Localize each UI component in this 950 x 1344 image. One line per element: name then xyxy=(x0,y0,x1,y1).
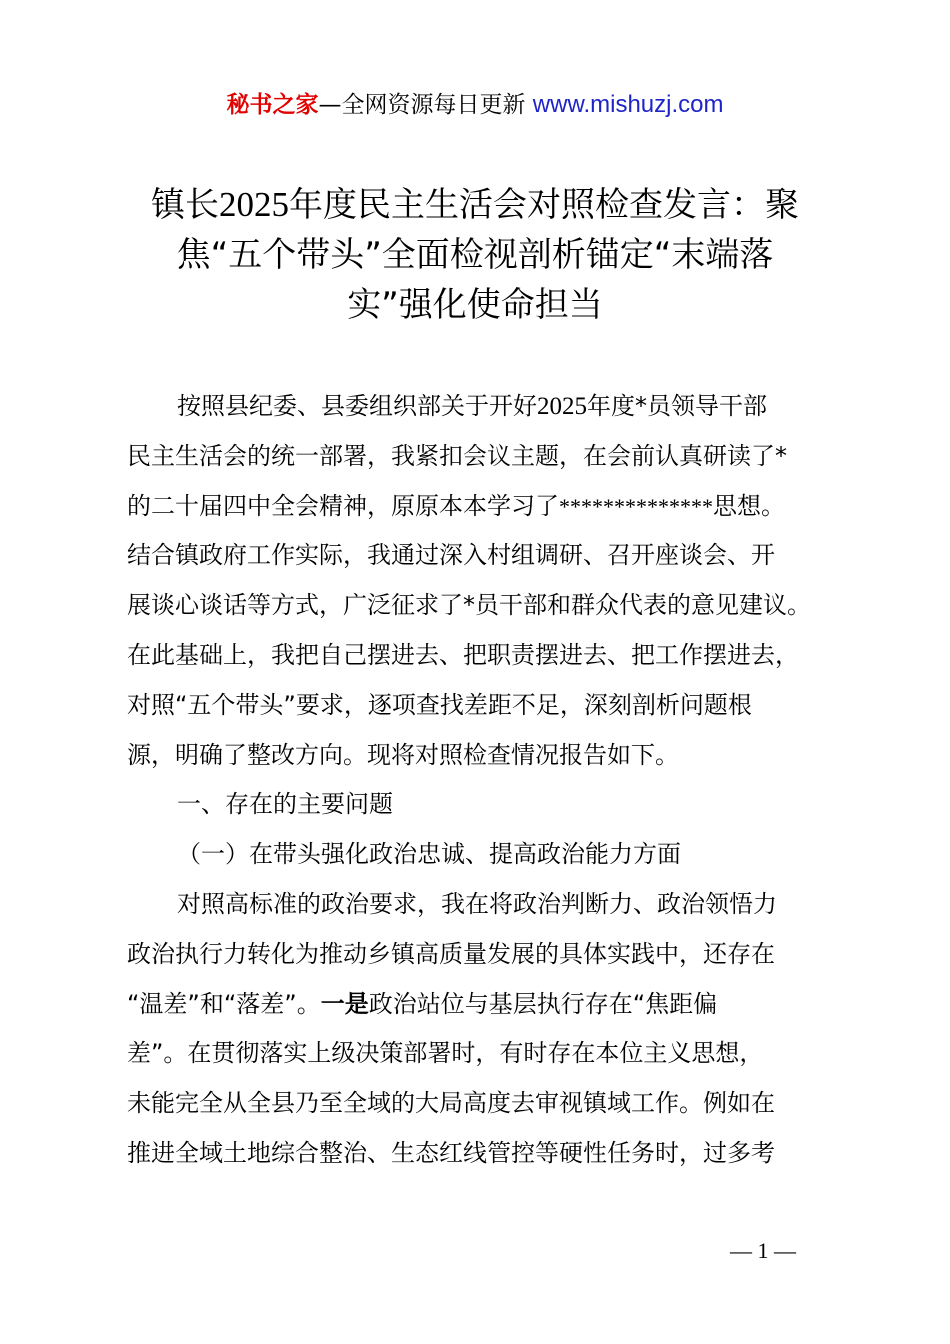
paragraph-1-line-2: 民主生活会的统一部署，我紧扣会议主题，在会前认真研读了* xyxy=(127,441,787,470)
page-number: — 1 — xyxy=(730,1238,796,1263)
site-url-link[interactable]: www.mishuzj.com xyxy=(532,91,724,118)
paragraph-2-line-1: 对照高标准的政治要求，我在将政治判断力、政治领悟力 xyxy=(177,889,777,918)
banner-tagline: 全网资源每日更新 xyxy=(341,92,533,118)
paragraph-2-line-2: 政治执行力转化为推动乡镇高质量发展的具体实践中，还存在 xyxy=(127,939,775,968)
paragraph-1-line-8: 源，明确了整改方向。现将对照检查情况报告如下。 xyxy=(127,740,679,769)
paragraph-1-line-1: 按照县纪委、县委组织部关于开好2025年度*员领导干部 xyxy=(177,392,767,420)
paragraph-2-line-5: 未能完全从全县乃至全域的大局高度去审视镇域工作。例如在 xyxy=(127,1089,775,1118)
paragraph-1-line-6: 在此基础上，我把自己摆进去、把职责摆进去、把工作摆进去， xyxy=(127,640,799,669)
paragraph-1-line-4: 结合镇政府工作实际，我通过深入村组调研、召开座谈会、开 xyxy=(127,541,775,570)
banner-separator: — xyxy=(318,92,342,118)
title-line-1: 镇长2025年度民主生活会对照检查发言：聚 xyxy=(151,185,799,225)
site-banner xyxy=(0,88,950,122)
title-line-3: 实”强化使命担当 xyxy=(347,285,603,325)
paragraph-2-line-4: 差”。在贯彻落实上级决策部署时，有时存在本位主义思想， xyxy=(127,1039,764,1068)
paragraph-1-line-5: 展谈心谈话等方式，广泛征求了*员干部和群众代表的意见建议。 xyxy=(127,591,811,620)
section-heading-1: 一、存在的主要问题 xyxy=(177,790,393,819)
document-title xyxy=(100,180,850,330)
title-line-2: 焦“五个带头”全面检视剖析锚定“末端落 xyxy=(176,235,774,275)
document-body xyxy=(127,382,837,1179)
emphasis-first: 一是 xyxy=(320,989,369,1018)
brand-name: 秘书之家 xyxy=(226,92,319,118)
paragraph-1-line-7: 对照“五个带头”要求，逐项查找差距不足，深刻剖析问题根 xyxy=(127,690,752,719)
section-heading-2: （一）在带头强化政治忠诚、提高政治能力方面 xyxy=(177,840,681,869)
paragraph-2-line-6: 推进全域土地综合整治、生态红线管控等硬性任务时，过多考 xyxy=(127,1138,775,1167)
paragraph-2-line-3: “温差”和“落差”。一是政治站位与基层执行存在“焦距偏 xyxy=(127,989,718,1018)
paragraph-1-line-3: 的二十届四中全会精神，原原本本学习了**************思想。 xyxy=(127,491,785,520)
